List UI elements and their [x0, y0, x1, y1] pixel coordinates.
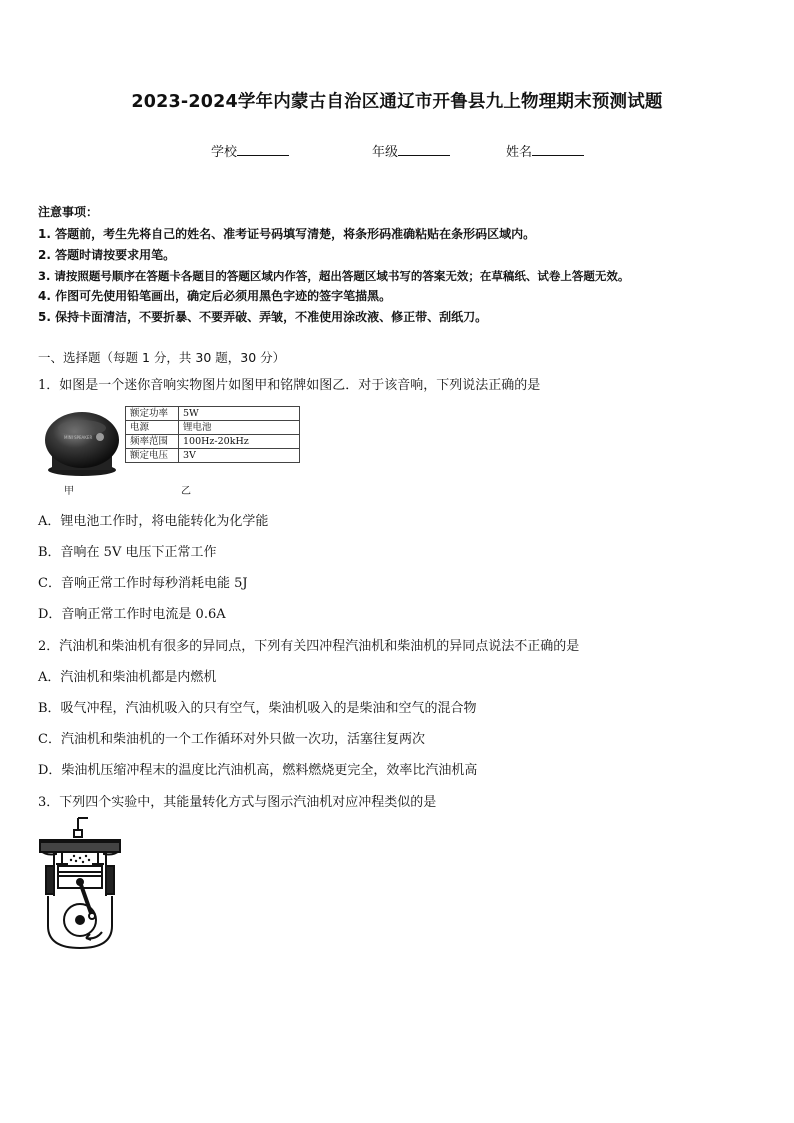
note-item: 1. 答题前，考生先将自己的姓名、准考证号码填写清楚，将条形码准确粘贴在条形码区域内。 [38, 227, 536, 241]
question-2-option-b[interactable]: B．吸气冲程，汽油机吸入的只有空气，柴油机吸入的是柴油和空气的混合物 [38, 701, 477, 716]
spec-key: 额定电压 [126, 449, 179, 463]
spec-value: 3V [179, 449, 300, 463]
spec-value: 100Hz-20kHz [179, 435, 300, 449]
spec-key: 电源 [126, 421, 179, 435]
grade-label: 年级 [372, 145, 399, 160]
spec-table [125, 406, 300, 463]
note-item: 3. 请按照题号顺序在答题卡各题目的答题区域内作答，超出答题区域书写的答案无效；在草稿纸、试卷上答题无效。 [38, 268, 630, 283]
name-blank[interactable] [532, 143, 584, 156]
note-item: 5. 保持卡面清洁，不要折暴、不要弄破、弄皱，不准使用涂改液、修正带、刮纸刀。 [38, 310, 488, 325]
speaker-photo-icon [42, 404, 122, 480]
table-row [126, 421, 300, 435]
table-row [126, 407, 300, 421]
figure-label-a: 甲 [64, 486, 74, 497]
section-title: 一、选择题（每题 1 分，共 30 题，30 分） [38, 350, 286, 365]
note-item: 2. 答题时请按要求用笔。 [38, 247, 176, 262]
school-field[interactable] [211, 141, 289, 160]
notes-block [38, 203, 629, 328]
question-1-option-a[interactable]: A．锂电池工作时，将电能转化为化学能 [38, 514, 269, 529]
grade-blank[interactable] [398, 143, 450, 156]
engine-diagram-icon [36, 816, 131, 952]
spec-value: 锂电池 [179, 421, 300, 435]
question-1-option-c[interactable]: C．音响正常工作时每秒消耗电能 5J [38, 576, 248, 591]
question-3-stem: 3．下列四个实验中，其能量转化方式与图示汽油机对应冲程类似的是 [38, 795, 437, 810]
question-2-option-d[interactable]: D．柴油机压缩冲程末的温度比汽油机高，燃料燃烧更完全，效率比汽油机高 [38, 763, 478, 778]
table-row [126, 435, 300, 449]
notes-heading: 注意事项： [38, 205, 99, 219]
question-1-option-d[interactable]: D．音响正常工作时电流是 0.6A [38, 607, 226, 622]
figure-label-b: 乙 [181, 486, 191, 497]
note-item: 4. 作图可先使用铅笔画出，确定后必须用黑色字迹的签字笔描黑。 [38, 289, 392, 304]
name-field[interactable] [506, 141, 584, 160]
speaker-logo-text: MINI SPEAKER [64, 435, 93, 440]
table-row [126, 449, 300, 463]
name-label: 姓名 [506, 145, 533, 160]
grade-field[interactable] [372, 141, 450, 160]
spec-key: 额定功率 [126, 407, 179, 421]
school-blank[interactable] [237, 143, 289, 156]
question-1-stem: 1．如图是一个迷你音响实物图片如图甲和铭牌如图乙．对于该音响，下列说法正确的是 [38, 378, 541, 393]
page-title: 2023-2024学年内蒙古自治区通辽市开鲁县九上物理期末预测试题 [131, 92, 663, 112]
spec-value: 5W [179, 407, 300, 421]
question-2-stem: 2．汽油机和柴油机有很多的异同点，下列有关四冲程汽油机和柴油机的异同点说法不正确的是 [38, 639, 580, 654]
spec-key: 频率范围 [126, 435, 179, 449]
question-2-option-a[interactable]: A．汽油机和柴油机都是内燃机 [38, 670, 217, 685]
question-2-option-c[interactable]: C．汽油机和柴油机的一个工作循环对外只做一次功，活塞往复两次 [38, 732, 425, 747]
question-1-option-b[interactable]: B．音响在 5V 电压下正常工作 [38, 545, 217, 560]
school-label: 学校 [211, 145, 238, 160]
